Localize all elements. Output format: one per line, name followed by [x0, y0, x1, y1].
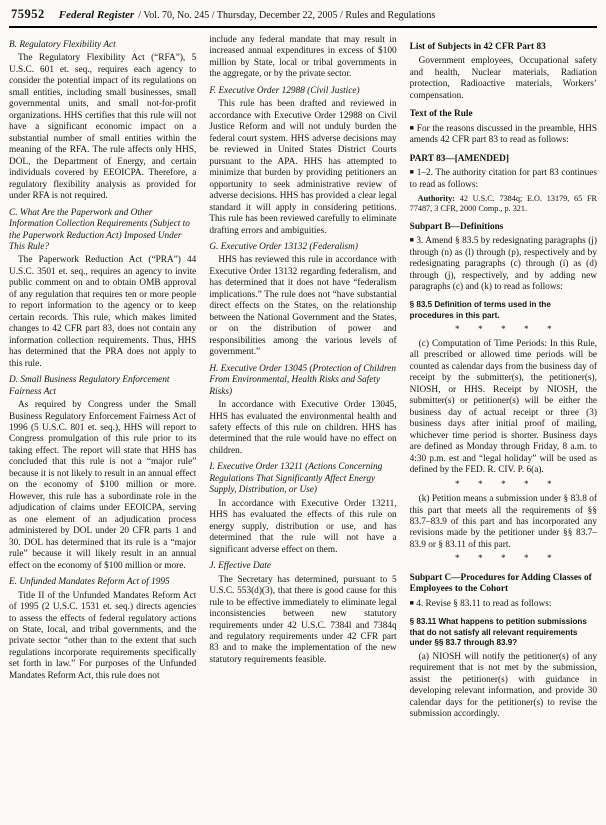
section-heading: H. Executive Order 13045 (Protection of Children From Environmental, Health Risks and Safety Risks)	[209, 363, 396, 397]
bold-heading: PART 83—[AMENDED]	[409, 153, 509, 164]
amendment-bullet-icon: ■	[409, 123, 415, 132]
paragraph: include any federal mandate that may result in increased annual expenditures in excess of $100 million by State, local or tribal governments in the aggregate, or by the private sector.	[209, 35, 397, 80]
column-1	[9, 35, 196, 817]
asterisk-separator: * * * * *	[455, 479, 552, 490]
section-heading: G. Executive Order 13132 (Federalism)	[209, 241, 358, 252]
page-header	[9, 5, 597, 28]
amendatory-instruction: ■ 4. Revise § 83.11 to read as follows:	[409, 598, 552, 609]
rule-section-heading: § 83.5 Definition of terms used in the procedures in this part.	[409, 300, 551, 320]
rule-section-heading: § 83.11 What happens to petition submissions that do not satisfy all relevant requirements under §§ 83.7 through 83.9?	[409, 617, 587, 648]
paragraph: This rule has been drafted and reviewed in accordance with Executive Order 12988 on Civil Justice Reform and will not unduly burden the federal court system. HHS adverse decisions may be reviewed in United States District Courts pursuant to the APA. HHS has attempted to minimize that burden by providing petitioners an opportunity to seek administrative review of adverse decisions. HHS has provided a clear legal standard it will apply in considering petitions. This rule has been reviewed carefully to eliminate drafting errors and ambiguities.	[209, 99, 397, 236]
paragraph: The Paperwork Reduction Act (“PRA”) 44 U.S.C. 3501 et. seq., requires an agency to invite public comment on and to obtain OMB approval of any regulation that requires ten or more people to report information to the agency or to keep certain records. This rule, which makes limited changes to 42 CFR part 83, does not contain any information collection requirements. Thus, HHS has determined that the PRA does not apply to this rule.	[9, 255, 197, 369]
authority-citation: Authority: 42 U.S.C. 7384q; E.O. 13179, 65 FR 77487, 3 CFR, 2000 Comp., p. 321.	[409, 194, 597, 214]
paragraph: As required by Congress under the Small Business Regulatory Enforcement Fairness Act of 1996 (5 U.S.C. 801 et. seq.), HHS will report to Congress promulgation of this rule prior to its taking effect. The report will state that HHS has concluded that this rule is not a “major rule” because it is not likely to result in an annual effect on the economy of $100 million or more. However, this rule has a subordinate role in the adjudication of claims under EEOICPA, serving as one element of an adjudication process administered by DOL under 20 CFR parts 1 and 30. DOL has determined that its rule is a “major rule” because it will likely result in an annual effect on the economy of $100 million or more.	[9, 400, 197, 571]
bold-heading: Subpart B—Definitions	[409, 221, 504, 232]
section-heading: E. Unfunded Mandates Reform Act of 1995	[9, 577, 170, 588]
bold-heading: Text of the Rule	[409, 109, 473, 120]
paragraph: (a) NIOSH will notify the petitioner(s) of any requirement that is not met by the submission, assist the petitioner(s) with guidance in developing relevant information, and provide 30 calendar days for the petitioner(s) to revise the submission accordingly.	[409, 651, 597, 720]
journal-title: Federal Register	[58, 9, 135, 21]
paragraph: Government employees, Occupational safety and health, Nuclear materials, Radiation protection, Radioactive materials, Workers’ compensation.	[409, 56, 597, 101]
paragraph: The Secretary has determined, pursuant to 5 U.S.C. 553(d)(3), that there is good cause for this rule to be effective immediately to eliminate legal inconsistencies between new statutory requirements under 42 U.S.C. 7384l and 7384q and regulatory requirements under 42 CFR part 83 and to make the implementation of the new statutory requirements feasible.	[209, 574, 397, 665]
bold-heading: List of Subjects in 42 CFR Part 83	[409, 42, 546, 52]
paragraph: HHS has reviewed this rule in accordance with Executive Order 13132 regarding federalism, and has determined that it does not have “federalism implications.” The rule does not “have substantial direct effects on the States, on the relationship between the National Government and the States, or on the distribution of power and responsibilities among the various levels of government.”	[209, 255, 397, 358]
issue-info: / Vol. 70, No. 245 / Thursday, December 22, 2005 / Rules and Regulations	[138, 10, 436, 21]
asterisk-separator: * * * * *	[455, 324, 552, 335]
bold-heading: Subpart C—Procedures for Adding Classes of Employees to the Cohort	[409, 572, 592, 595]
amendatory-instruction: ■ 3. Amend § 83.5 by redesignating paragraphs (j) through (n) as (l) through (p), respectively and by redesignating paragraphs (c) through (i) as (d) through (j), respectively, and by adding new paragraphs (c) and (k) to read as follows:	[409, 236, 597, 292]
section-heading: F. Executive Order 12988 (Civil Justice)	[209, 85, 360, 96]
paragraph: (c) Computation of Time Periods: In this Rule, all prescribed or allowed time periods will be counted as calendar days from the business day of receipt by the submitter(s), the petitioner(s), NIOSH, or HHS. Receipt by NIOSH, the submitter(s) or petitioner(s) will be either the business day of actual receipt or three (3) business days after initial proof of mailing, whichever time period is shorter. Business days are defined as Monday through Friday, 8 a.m. to 4:30 p.m. est and “legal holiday” will be used as defined by the FED. R. CIV. P. 6(a).	[409, 338, 597, 476]
paragraph: In accordance with Executive Order 13211, HHS has evaluated the effects of this rule on energy supply, distribution or use, and has determined that the rule will not have a significant adverse effect on them.	[209, 498, 397, 555]
section-heading: J. Effective Date	[209, 561, 272, 572]
authority-label: Authority:	[417, 194, 460, 204]
amendment-bullet-icon: ■	[409, 168, 415, 177]
header-title-line	[59, 9, 436, 21]
amendatory-instruction: ■ For the reasons discussed in the preamble, HHS amends 42 CFR part 83 to read as follows:	[409, 123, 597, 146]
amendment-bullet-icon: ■	[409, 598, 414, 607]
asterisk-separator: * * * * *	[455, 554, 552, 565]
column-2	[209, 35, 396, 817]
section-heading: C. What Are the Paperwork and Other Information Collection Requirements (Subject to the Paperwork Reduction Act) Imposed Under This Rule?	[9, 207, 190, 252]
section-heading: I. Executive Order 13211 (Actions Concerning Regulations That Significantly Affect Energy Supply, Distribution, or Use)	[209, 462, 383, 496]
paragraph: (k) Petition means a submission under § 83.8 of this part that meets all the requirements of §§ 83.7–83.9 of this part and has incorporated any revisions made by the petitioner under §§ 83.7–83.9 or § 83.11 of this part.	[409, 494, 597, 550]
amendment-bullet-icon: ■	[409, 236, 414, 245]
section-heading: D. Small Business Regulatory Enforcement Fairness Act	[9, 375, 170, 397]
amendatory-instruction: ■ 1–2. The authority citation for part 83 continues to read as follows:	[409, 168, 597, 190]
column-3	[410, 35, 597, 817]
page-number: 75952	[11, 7, 45, 21]
paragraph: The Regulatory Flexibility Act (“RFA”), 5 U.S.C. 601 et. seq., requires each agency to consider the potential impact of its regulations on small entities, including small businesses, small governmental units, and small not-for-profit organizations. HHS certifies that this rule will not have a significant economic impact on a substantial number of small entities within the meaning of the RFA. The rule affects only HHS, DOL, the Department of Energy, and certain individuals covered by EEOICPA. Therefore, a regulatory flexibility analysis as provided for under RFA is not required.	[9, 53, 197, 202]
section-heading: B. Regulatory Flexibility Act	[9, 40, 116, 50]
three-column-body	[9, 28, 597, 817]
paragraph: In accordance with Executive Order 13045, HHS has evaluated the environmental health and safety effects of this rule on children. HHS has determined that the rule would have no effect on children.	[209, 400, 397, 456]
paragraph: Title II of the Unfunded Mandates Reform Act of 1995 (2 U.S.C. 1531 et. seq.) directs agencies to assess the effects of federal regulatory actions on State, local, and tribal governments, and the private sector “other than to the extent that such regulations incorporate requirements specifically set forth in law.” For purposes of the Unfunded Mandates Reform Act, this rule does not	[9, 590, 197, 681]
